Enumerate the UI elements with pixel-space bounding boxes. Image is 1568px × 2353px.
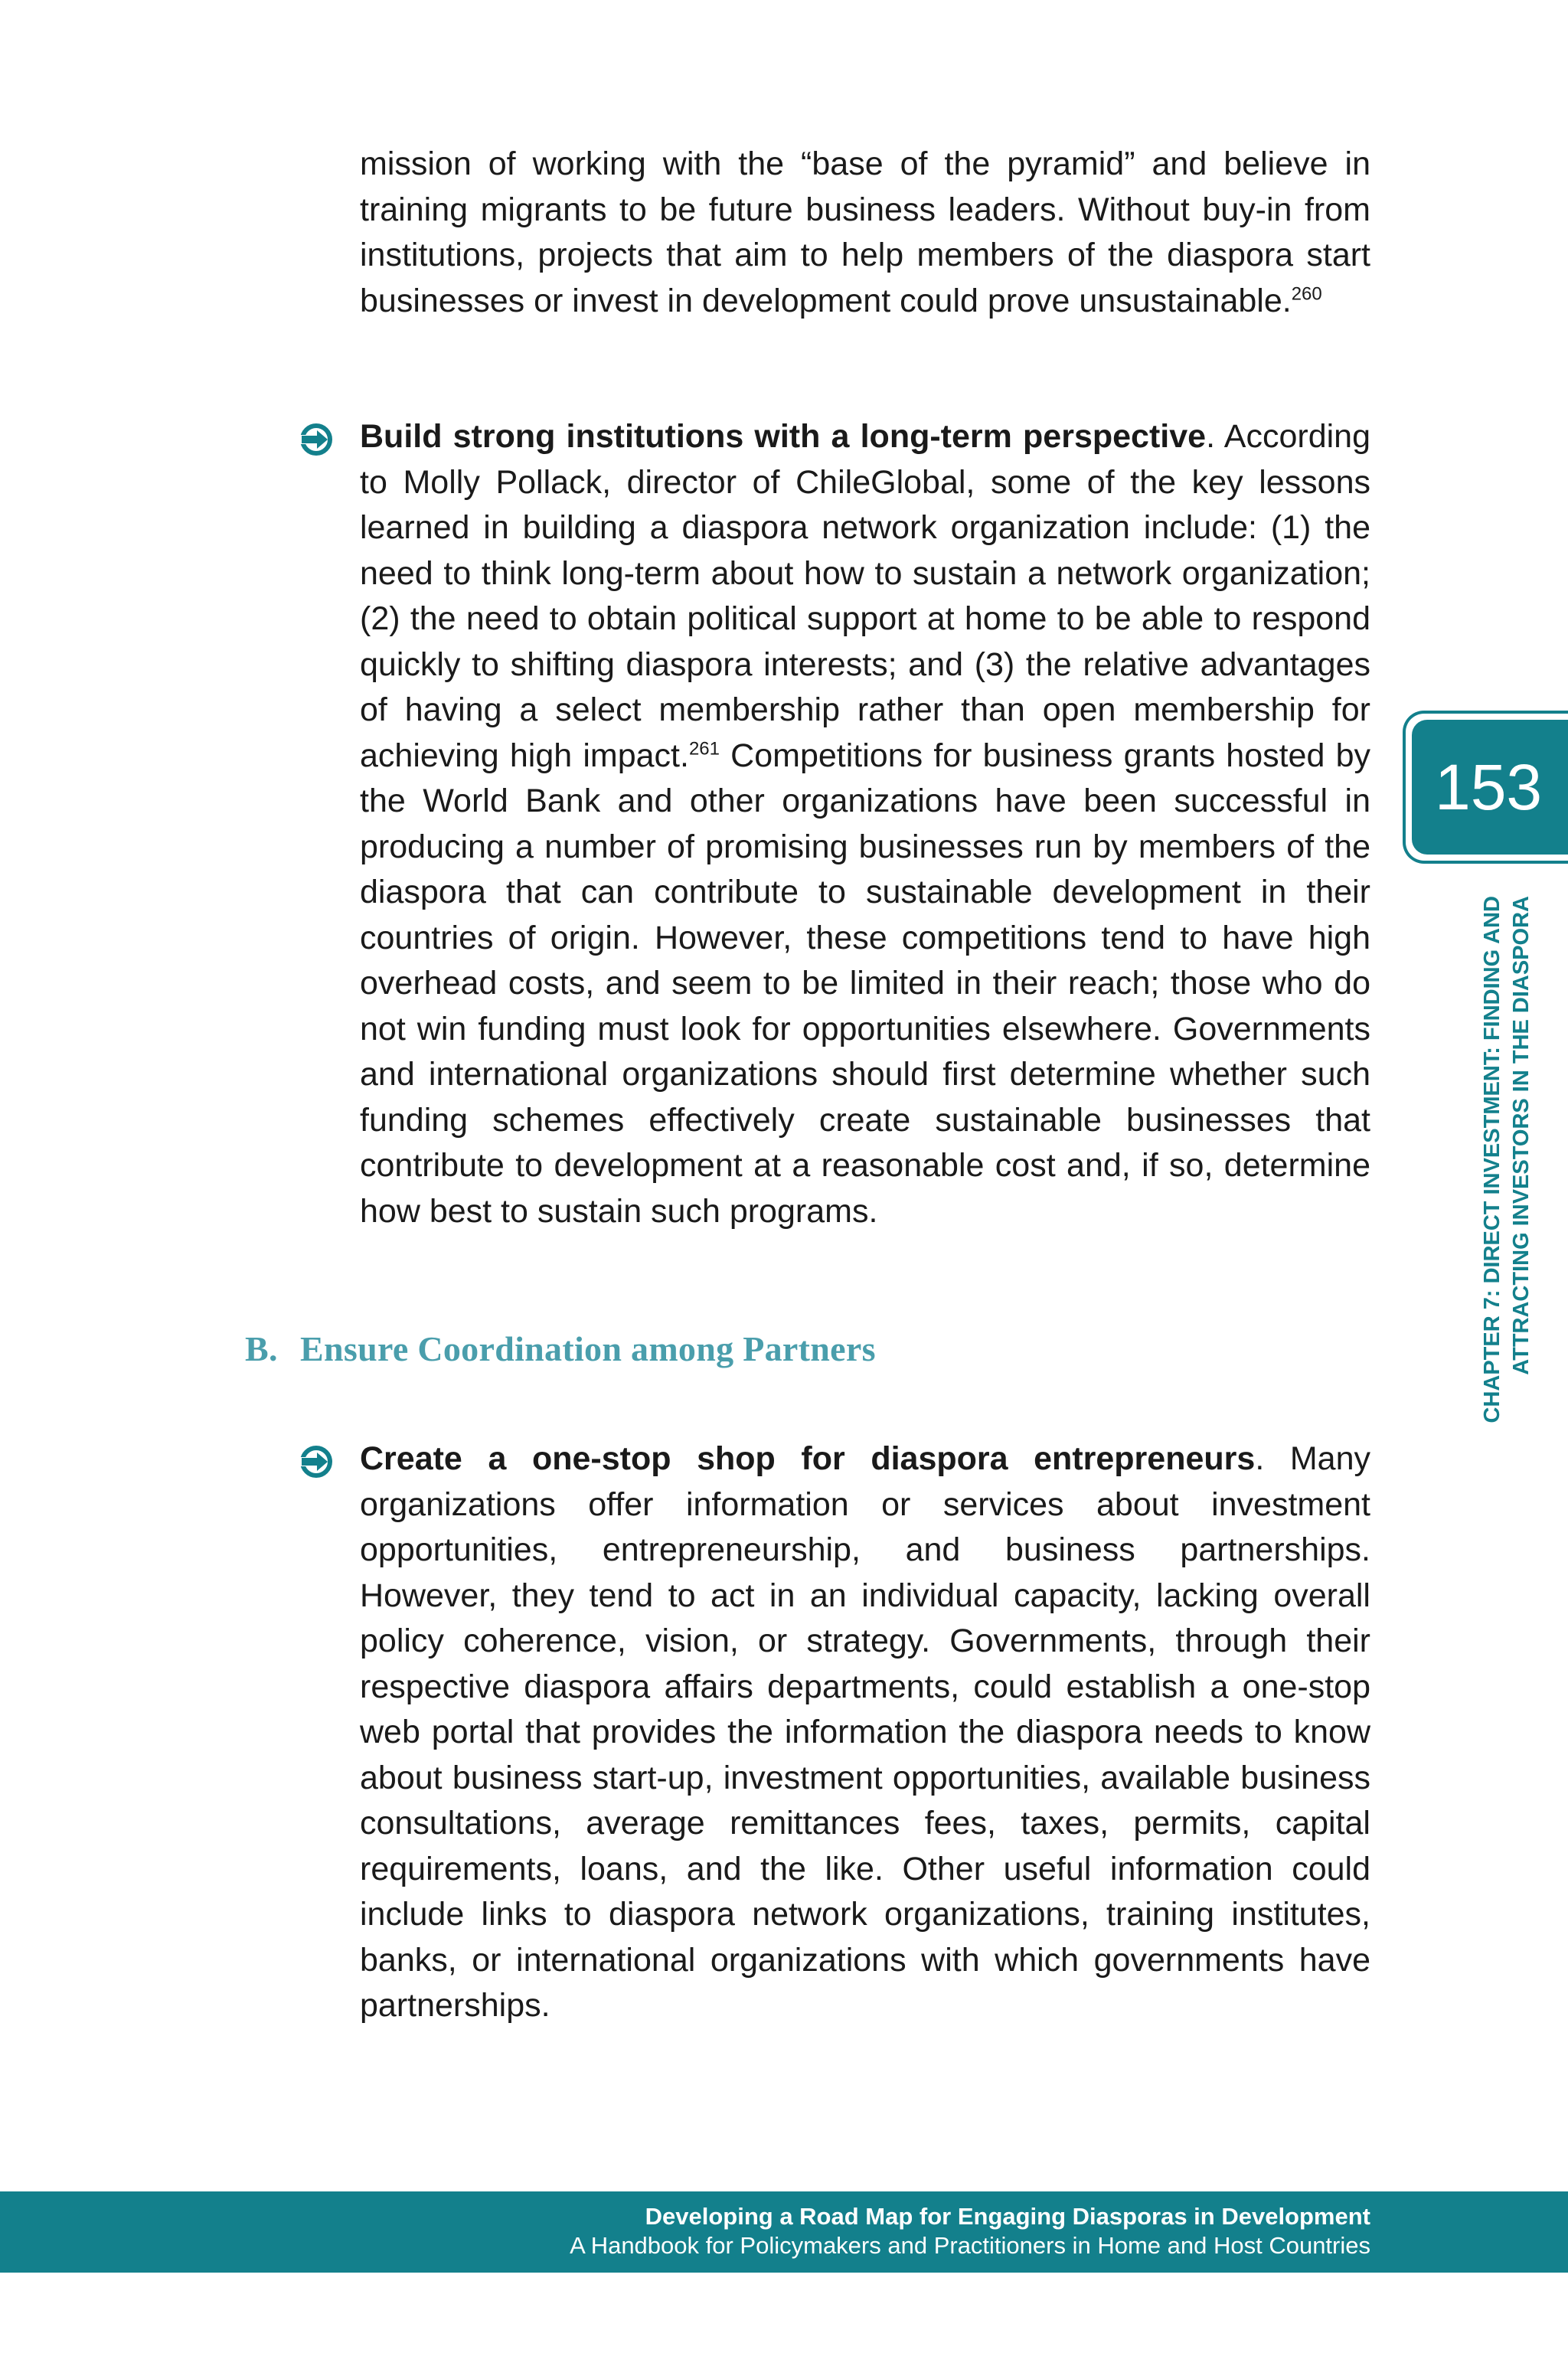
footnote-261[interactable]: 261 [688, 738, 720, 760]
page-number: 153 [1412, 720, 1568, 855]
footer-title: Developing a Road Map for Engaging Diasporas in Development [645, 2203, 1370, 2230]
section-heading [245, 1328, 876, 1369]
footer-bar [0, 2191, 1568, 2273]
bullet-one-stop-text: . Many organizations offer information or services about investment opportunities, entrepreneurship, and business partnerships. However, they tend to act in an individual capacity, lacking overall policy coherence, vision, or strategy. Governments, through their respective diaspora affairs departments, could establish a one-stop web portal that provides the information the diaspora needs to know about business start-up, investment opportunities, available business consultations, average remittances fees, taxes, permits, capital requirements, loans, and the like. Other useful information could include links to diaspora network organizations, training institutes, banks, or international organizations with which governments have partnerships. [360, 1440, 1371, 2024]
arrow-right-circle-icon [300, 423, 332, 456]
section-title: Ensure Coordination among Partners [300, 1329, 876, 1368]
chapter-label-line1: CHAPTER 7: DIRECT INVESTMENT: FINDING AND [1480, 896, 1504, 1423]
bullet-one-stop-heading: Create a one-stop shop for diaspora entrepreneurs [360, 1440, 1256, 1477]
chapter-label-line2: ATTRACTING INVESTORS IN THE DIASPORA [1509, 896, 1534, 1375]
bullet-institutions-text-a: . According to Molly Pollack, director of ChileGlobal, some of the key lessons learned in building a diaspora network organization include: (1) the need to think long-term about how to sustain a network organization; (2) the need to obtain political support at home to be able to respond quickly to shifting diaspora interests; and (3) the relative advantages of having a select membership rather than open membership for achieving high impact. [360, 418, 1371, 774]
bullet-institutions-text-b: Competitions for business grants hosted by the World Bank and other organizations have been successful in producing a number of promising businesses run by members of the diaspora that can contribute to sustainable development in their countries of origin. However, these competitions tend to have high overhead costs, and seem to be limited in their reach; those who do not win funding must look for opportunities elsewhere. Governments and international organizations should first determine whether such funding schemes effectively create sustainable businesses that contribute to development at a reasonable cost and, if so, determine how best to sustain such programs. [360, 737, 1370, 1230]
bullet-institutions-heading: Build strong institutions with a long-term perspective [360, 418, 1207, 455]
section-letter: B. [245, 1329, 278, 1368]
page-number-tab [1403, 711, 1568, 864]
continuation-paragraph [360, 142, 1370, 324]
bullet-institutions [360, 414, 1370, 1234]
continuation-text: mission of working with the “base of the pyramid” and believe in training migrants to be future business leaders. Without buy-in from institutions, projects that aim to help members of the diaspora start businesses or invest in development could prove unsustainable. [360, 145, 1370, 319]
arrow-right-circle-icon [300, 1446, 332, 1478]
footnote-260[interactable]: 260 [1291, 283, 1322, 305]
footer-subtitle: A Handbook for Policymakers and Practitioners in Home and Host Countries [570, 2232, 1370, 2259]
bullet-one-stop-shop [360, 1436, 1370, 2029]
chapter-label [1478, 896, 1547, 1447]
